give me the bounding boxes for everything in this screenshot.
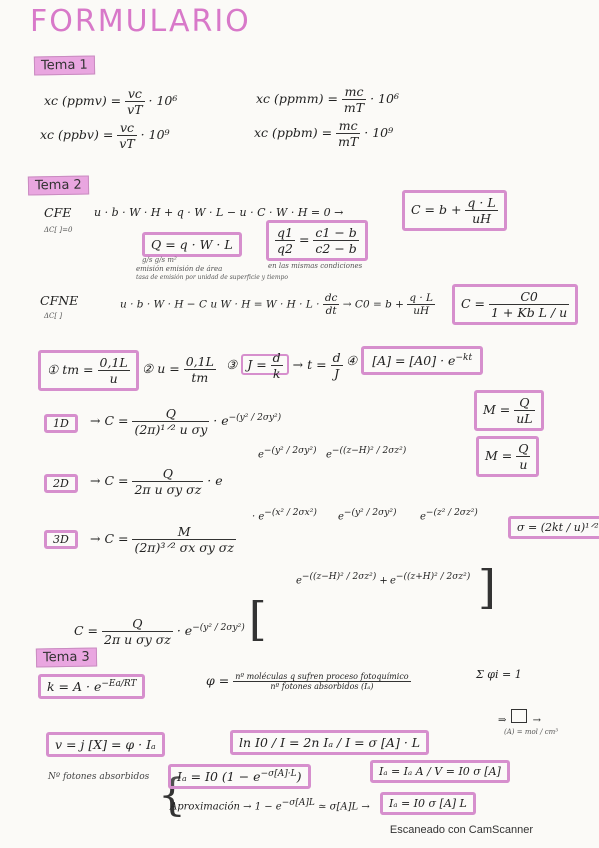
gauss-reflection-term2: e−((z+H)² / 2σz²) bbox=[390, 572, 471, 587]
cfne-sub: ΔC[ ] bbox=[44, 312, 63, 320]
tema2-label: Tema 2 bbox=[28, 175, 89, 195]
absorbed-intensity-box: Iₐ = I0 $(1 - e^{-\sigma[A]\cdot L})$ bbox=[168, 764, 311, 789]
q-box: Q = q · W · L bbox=[142, 232, 242, 257]
cfne-label: CFNE bbox=[40, 293, 79, 308]
cfe-label: CFE bbox=[44, 205, 72, 220]
volume-intensity-box: Iₐ = Iₐ A / V = I0 σ [A] bbox=[370, 760, 510, 783]
sum-phi: Σ φi = 1 bbox=[476, 668, 522, 681]
ratio-box: $\frac{q1}{q2}$ = $\frac{c1 - b}{c2 - b}$ bbox=[266, 220, 368, 261]
cfe-equation: u · b · W · H + q · W · L − u · C · W · H = 0 → bbox=[94, 206, 344, 219]
eq-ppbv: xc (ppbv) = $\frac{vc}{vT}$ · 10⁹ bbox=[40, 120, 170, 151]
gauss-reflection-term1: e−((z−H)² / 2σz²) + bbox=[296, 572, 388, 587]
decay-formula: ④ $[A] = [A0] \cdot e^{-kt}$ bbox=[346, 346, 483, 375]
approximation: Aproximación → 1 − e−σ[A]L ≃ σ[A]L → bbox=[170, 798, 370, 813]
tema1-label: Tema 1 bbox=[34, 55, 95, 75]
quantum-yield: φ = $\frac{\text{nº moléculas q sufren proceso fotoquímico}}{\text{nº fotones absorbidos (Iₐ)}}$ bbox=[206, 672, 409, 691]
eq-ppmm: xc (ppmm) = $\frac{mc}{mT}$ · 10⁶ bbox=[256, 84, 399, 115]
q-note-rate: tasa de emisión por unidad de superficie y tiempo bbox=[136, 274, 288, 281]
cell-diagram-label: (A) = mol / cm³ bbox=[504, 728, 559, 736]
sigma-box: σ = (2kt / u)¹ᐟ² bbox=[508, 516, 599, 539]
gauss-2d-exp1: e−(y² / 2σy²) bbox=[258, 446, 317, 461]
cell-square-icon bbox=[511, 709, 527, 723]
tm-box: ① tm = $\frac{0,1L}{u}$ bbox=[38, 350, 139, 391]
label-1d: 1D bbox=[44, 414, 78, 433]
cfe-result-box: C = b + $\frac{q \cdot L}{uH}$ bbox=[402, 190, 507, 231]
beer-lambert-box: ln I0 / I = 2n Iₐ / I = σ [A] · L bbox=[230, 730, 429, 755]
gauss-2d: → C = $\frac{Q}{\text{2π u σy σz}}$ · e bbox=[90, 466, 223, 497]
gauss-3d-exp2: e−(y² / 2σy²) bbox=[338, 508, 397, 523]
cfe-sub: ΔC[ ]=0 bbox=[44, 226, 73, 234]
arrow-icon-out: → bbox=[532, 715, 541, 726]
ratio-note: en las mismas condiciones bbox=[268, 262, 363, 270]
cell-diagram bbox=[498, 708, 541, 727]
u-formula: ② u = $\frac{0,1L}{tm}$ bbox=[142, 354, 214, 385]
j-formula: ③ J = $\frac{d}{k}$ → t = $\frac{d}{J}$ bbox=[226, 350, 341, 381]
gauss-reflection-close: ] bbox=[478, 560, 496, 614]
gauss-3d-exp3: e−(z² / 2σz²) bbox=[420, 508, 478, 523]
cfne-equation: u · b · W · H − C u W · H = W · H · L · $\frac{dc}{dt}$ → C0 = b + $\frac{q \cdot L}{uH}$ bbox=[120, 292, 434, 317]
m-box-2: M = $\frac{Q}{u}$ bbox=[476, 436, 539, 477]
brace-icon: { bbox=[158, 770, 186, 821]
arrhenius-box: $k = A \cdot e^{-Ea/RT}$ bbox=[38, 674, 145, 699]
gauss-3d: → C = $\frac{M}{\text{(2π)³ᐟ² σx σy σz}}$ bbox=[90, 524, 234, 555]
gauss-2d-exp2: e−((z−H)² / 2σz²) bbox=[326, 446, 407, 461]
m-box-1: M = $\frac{Q}{uL}$ bbox=[474, 390, 544, 431]
linear-intensity-box: Iₐ = I0 σ [A] L bbox=[380, 792, 476, 815]
page-title: FORMULARIO bbox=[30, 4, 251, 39]
gauss-3d-exp1: · e−(x² / 2σx²) bbox=[252, 508, 317, 523]
arrow-icon: ⇒ bbox=[498, 715, 507, 726]
rate-box: v = j [X] = φ · Iₐ bbox=[46, 732, 165, 757]
eq-ppmv: xc (ppmv) = $\frac{vc}{vT}$ · 10⁶ bbox=[44, 86, 178, 117]
photons-label: Nº fotones absorbidos bbox=[48, 772, 150, 782]
gauss-1d: → C = $\frac{Q}{\text{(2π)¹ᐟ² u σy}}$ · $e^{-(y^2 / 2\sigma y^2)}$ bbox=[90, 406, 282, 437]
label-2d: 2D bbox=[44, 474, 78, 493]
q-note-emission: emisión emisión de área bbox=[136, 265, 223, 273]
eq-ppbm: xc (ppbm) = $\frac{mc}{mT}$ · 10⁹ bbox=[254, 118, 394, 149]
scanner-footer: Escaneado con CamScanner bbox=[389, 824, 533, 836]
label-3d: 3D bbox=[44, 530, 78, 549]
gauss-reflection: C = $\frac{Q}{\text{2π u σy σz}}$ · $e^{-(y^2 / 2\sigma y^2)}$ [ bbox=[74, 592, 267, 647]
cfne-result-box: C = $\frac{C0}{\text{1 + Kb L / u}}$ bbox=[452, 284, 578, 325]
q-note-units: g/s g/s m² bbox=[142, 256, 177, 264]
tema3-label: Tema 3 bbox=[36, 647, 97, 667]
